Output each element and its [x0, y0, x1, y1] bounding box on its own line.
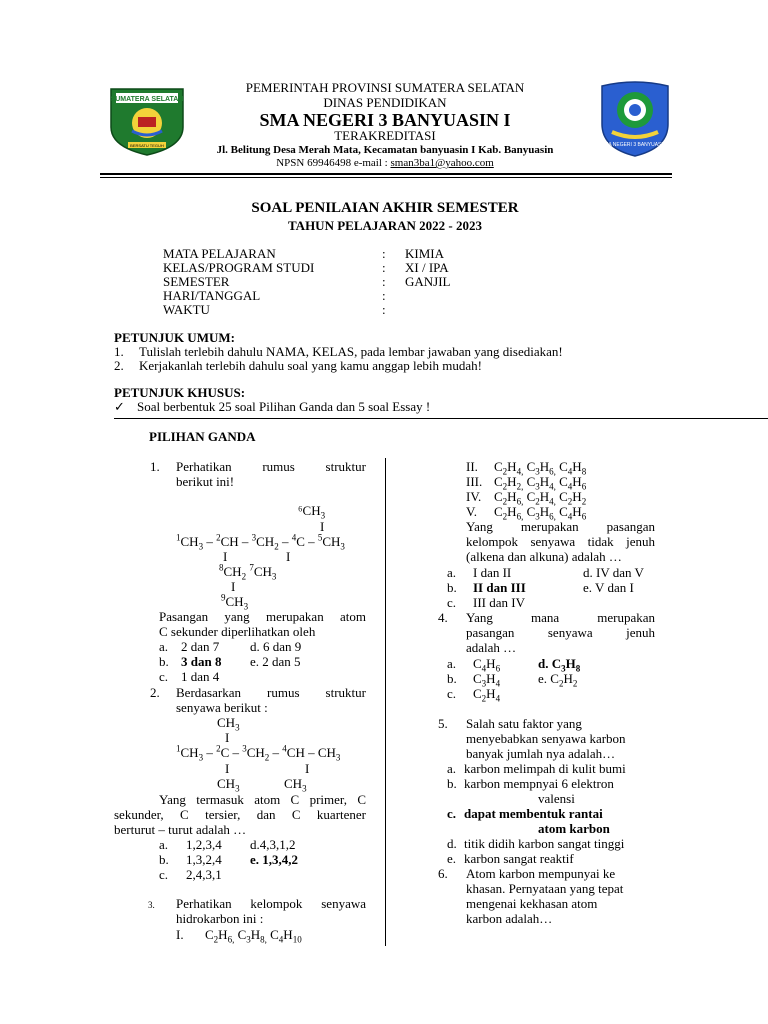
q6-text: karbon adalah…	[466, 911, 553, 926]
q3-item-num: III.	[466, 474, 483, 489]
header-rule-thin	[100, 177, 672, 178]
q4-text: Yang mana merupakan	[466, 610, 655, 625]
q2-option: 1,3,2,4	[186, 852, 222, 867]
svg-text:SUMATERA SELATAN: SUMATERA SELATAN	[110, 96, 184, 103]
exam-year: TAHUN PELAJARAN 2022 - 2023	[287, 218, 483, 233]
q3-option-correct: II dan III	[473, 580, 526, 595]
q1-structure: $^6CH_3$ I $^1CH_3 - ^2CH - ^3CH_2 - ^4C - ^5CH_3$ I I $^8CH_2$ $^7CH_3$ I $^9CH_3$	[176, 503, 345, 612]
q5-option-correct: dapat membentuk rantai	[464, 806, 603, 821]
info-label: KELAS/PROGRAM STUDI	[163, 260, 315, 275]
info-label: HARI/TANGGAL	[163, 288, 261, 303]
accreditation: TERAKREDITASI	[334, 128, 436, 143]
info-label: SEMESTER	[163, 274, 230, 289]
petunjuk-umum-item: 2.	[114, 358, 124, 373]
q1-option: 1 dan 4	[181, 669, 220, 684]
q4-option-letter: a.	[447, 656, 457, 671]
q2-option: 1,2,3,4	[186, 837, 222, 852]
q3-item-formula: $C_2H_{6,}$ $C_3H_{6,}$ $C_4H_6$	[494, 504, 587, 522]
q2-question: Yang termasuk atom C primer, C	[159, 792, 366, 807]
q3-question: Yang merupakan pasangan	[466, 519, 655, 534]
svg-text:SMA NEGERI 3 BANYUASIN I: SMA NEGERI 3 BANYUASIN I	[600, 142, 670, 148]
section-heading: PILIHAN GANDA	[149, 429, 256, 444]
npsn-text: NPSN 69946498 e-mail :	[276, 157, 391, 169]
q4-number: 4.	[438, 610, 448, 625]
q4-text: adalah …	[466, 640, 517, 655]
q5-option: valensi	[538, 791, 575, 806]
petunjuk-khusus-heading: PETUNJUK KHUSUS:	[114, 385, 246, 400]
q2-number: 2.	[150, 685, 160, 700]
q6-text: khasan. Pernyataan yang tepat	[466, 881, 624, 896]
q3-number: 3.	[148, 900, 155, 910]
info-colon: :	[382, 288, 386, 303]
q4-text: pasangan senyawa jenuh	[466, 625, 655, 640]
q5-option-letter: c.	[447, 806, 457, 821]
q1-option-correct: 3 dan 8	[181, 654, 222, 669]
petunjuk-khusus-text: Soal berbentuk 25 soal Pilihan Ganda dan 5 soal Essay !	[137, 399, 431, 414]
check-icon: ✓	[114, 399, 125, 414]
school-address: Jl. Belitung Desa Merah Mata, Kecamatan banyuasin I Kab. Banyuasin	[216, 144, 554, 156]
q5-option: titik didih karbon sangat tinggi	[464, 836, 625, 851]
q1-text: berikut ini!	[176, 474, 235, 489]
q5-option-correct: atom karbon	[538, 821, 610, 836]
exam-title: SOAL PENILAIAN AKHIR SEMESTER	[251, 200, 519, 216]
q1-question: Pasangan yang merupakan atom	[159, 609, 366, 624]
info-colon: :	[382, 302, 386, 317]
svg-text:BERSATU TEGUH: BERSATU TEGUH	[130, 143, 164, 148]
q2-option: d.4,3,1,2	[250, 837, 296, 852]
header-line1: PEMERINTAH PROVINSI SUMATERA SELATAN	[245, 80, 525, 95]
q3-item-formula: $C_2H_{6,}$ $C_3H_{8,}$ $C_4H_{10}$	[205, 927, 302, 945]
q3-item-num: I.	[176, 927, 184, 942]
q5-number: 5.	[438, 716, 448, 731]
q6-text: mengenai kekhasan atom	[466, 896, 598, 911]
header-line2: DINAS PENDIDIKAN	[323, 95, 447, 110]
info-label: WAKTU	[163, 302, 210, 317]
q3-item-num: IV.	[466, 489, 482, 504]
info-value: GANJIL	[405, 274, 451, 289]
q3-item-num: V.	[466, 504, 477, 519]
q6-text: Atom karbon mempunyai ke	[466, 866, 616, 881]
q3-item-num: II.	[466, 459, 478, 474]
q1-text: Perhatikan rumus struktur	[176, 459, 366, 474]
q3-option-letter: b.	[447, 580, 457, 595]
q5-option-letter: a.	[447, 761, 457, 776]
q3-item-formula: $C_2H_{2,}$ $C_3H_{4,}$ $C_4H_6$	[494, 474, 587, 492]
q2-question: berturut – turut adalah …	[114, 822, 247, 837]
info-colon: :	[382, 274, 386, 289]
q1-option-letter: b.	[159, 654, 169, 669]
q3-option: III dan IV	[473, 595, 525, 610]
q3-item-formula: $C_2H_{4,}$ $C_3H_{6,}$ $C_4H_8$	[494, 459, 587, 477]
left-logo	[108, 87, 186, 157]
q1-option: d. 6 dan 9	[250, 639, 302, 654]
q2-text: Berdasarkan rumus struktur	[176, 685, 366, 700]
school-name: SMA NEGERI 3 BANYUASIN I	[259, 110, 511, 130]
q2-option-letter: c.	[159, 867, 169, 882]
q2-option-letter: a.	[159, 837, 169, 852]
q1-option-letter: a.	[159, 639, 169, 654]
q4-option: $C_3H_4$	[473, 671, 501, 689]
q1-number: 1.	[150, 459, 160, 474]
info-row	[163, 274, 229, 289]
q4-option: $C_4H_6$	[473, 656, 501, 674]
q3-option: d. IV dan V	[583, 565, 644, 580]
info-row	[163, 288, 260, 303]
q5-option: karbon sangat reaktif	[464, 851, 574, 866]
q1-question: C sekunder diperlihatkan oleh	[159, 624, 316, 639]
email-link[interactable]: sman3ba1@yahoo.com	[390, 157, 494, 169]
info-value: KIMIA	[405, 246, 444, 261]
q3-question: kelompok senyawa tidak jenuh	[466, 534, 655, 549]
q3-option-letter: a.	[447, 565, 457, 580]
petunjuk-umum-text: Tulislah terlebih dahulu NAMA, KELAS, pada lembar jawaban yang disediakan!	[139, 344, 563, 359]
q4-option-correct: d. $C_3H_8$	[538, 656, 581, 674]
q5-text: menyebabkan senyawa karbon	[466, 731, 626, 746]
q3-text: hidrokarbon ini :	[176, 911, 264, 926]
q1-option: e. 2 dan 5	[250, 654, 301, 669]
q5-text: banyak jumlah nya adalah…	[466, 746, 616, 761]
q6-number: 6.	[438, 866, 448, 881]
info-row	[163, 246, 276, 261]
right-logo	[598, 80, 672, 158]
petunjuk-umum-text: Kerjakanlah terlebih dahulu soal yang kamu anggap lebih mudah!	[139, 358, 482, 373]
q5-option: karbon mempnyai 6 elektron	[464, 776, 614, 791]
q3-option-letter: c.	[447, 595, 457, 610]
q1-option-letter: c.	[159, 669, 169, 684]
info-row	[163, 302, 210, 317]
q2-text: senyawa berikut :	[176, 700, 268, 715]
q4-option-letter: c.	[447, 686, 457, 701]
q1-option: 2 dan 7	[181, 639, 220, 654]
q5-text: Salah satu faktor yang	[466, 716, 582, 731]
q5-option: karbon melimpah di kulit bumi	[464, 761, 626, 776]
q2-structure: $CH_3$ I $^1CH_3 - ^2C - ^3CH_2 - ^4CH - CH_3$ I I $CH_3$ $CH_3$	[176, 715, 341, 794]
q3-option: I dan II	[473, 565, 512, 580]
q2-question: sekunder, C tersier, dan C kuartener	[114, 807, 366, 822]
q5-option-letter: d.	[447, 836, 457, 851]
q4-option: e. $C_2H_2$	[538, 671, 578, 689]
q3-text: Perhatikan kelompok senyawa	[176, 896, 366, 911]
petunjuk-umum-item: 1.	[114, 344, 124, 359]
q5-option-letter: b.	[447, 776, 457, 791]
q2-option: 2,4,3,1	[186, 867, 222, 882]
q2-option-letter: b.	[159, 852, 169, 867]
info-colon: :	[382, 260, 386, 275]
info-value: XI / IPA	[405, 260, 449, 275]
q5-option-letter: e.	[447, 851, 457, 866]
q2-option-correct: e. 1,3,4,2	[250, 852, 299, 867]
petunjuk-umum-heading: PETUNJUK UMUM:	[114, 330, 235, 345]
npsn-email	[180, 157, 590, 170]
section-rule	[114, 418, 768, 419]
info-colon: :	[382, 246, 386, 261]
q3-option: e. V dan I	[583, 580, 634, 595]
info-row	[163, 260, 314, 275]
info-label: MATA PELAJARAN	[163, 246, 276, 261]
q3-question: (alkena dan alkuna) adalah …	[466, 549, 622, 564]
column-divider	[385, 458, 386, 946]
q4-option: $C_2H_4$	[473, 686, 501, 704]
header-rule	[100, 173, 672, 175]
q4-option-letter: b.	[447, 671, 457, 686]
q3-item-formula: $C_2H_{6,}$ $C_2H_{4,}$ $C_2H_2$	[494, 489, 587, 507]
